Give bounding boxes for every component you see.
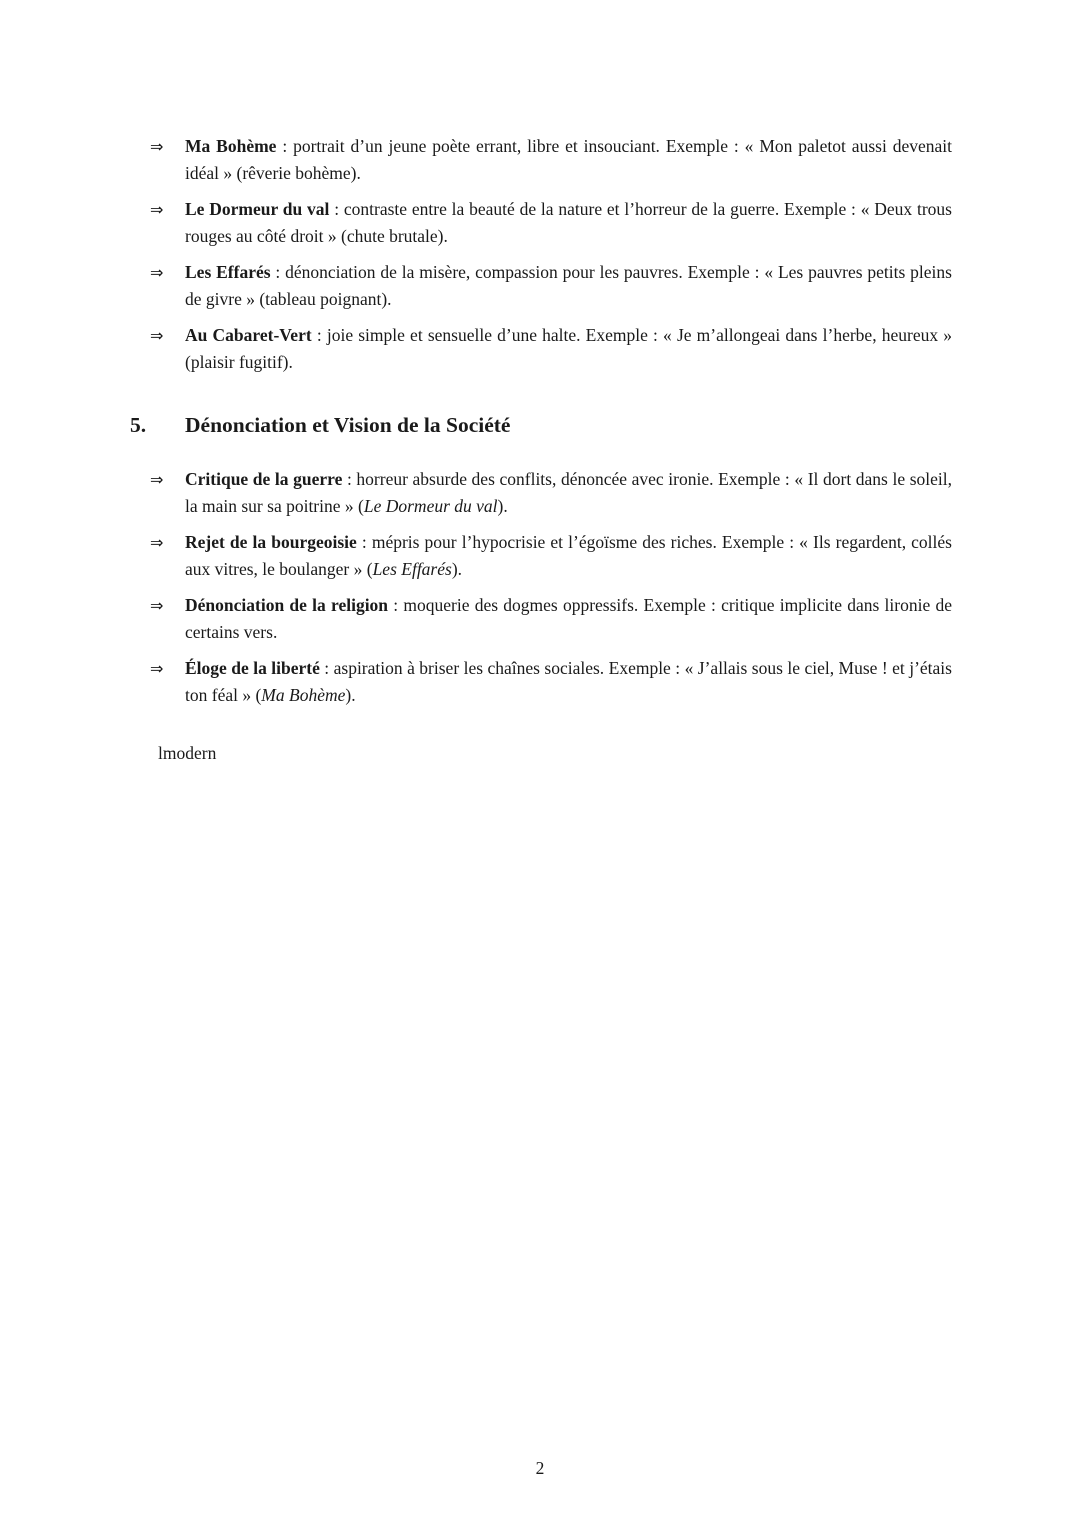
list-item-after: ). [451,558,463,579]
list-item-term: Éloge de la liberté [185,657,320,678]
lmodern-artifact-text: lmodern [158,742,217,763]
page-content [130,133,952,767]
list-item-term: Le Dormeur du val [185,199,330,219]
list-item-term: Rejet de la bourgeoisie [185,531,357,552]
list-item-after: ). [497,495,508,516]
list-item-body: : aspiration à briser les chaînes sociales. Exemple : « J’allais sous le ciel, Muse ! et j’étais ton féal » ( [185,657,952,705]
list-item-body: : contraste entre la beauté de la nature et l’horreur de la guerre. Exemple : « Deux trous rouges au côté droit » (chute brutale). [185,199,952,246]
list-item [130,133,952,187]
double-arrow-icon: ⇒ [150,326,164,345]
section-title: Dénonciation et Vision de la Société [185,413,511,437]
list-item [130,592,952,646]
list-item-body: : moquerie des dogmes oppressifs. Exemple : critique implicite dans lironie de certains vers. [185,594,952,642]
double-arrow-icon: ⇒ [150,532,164,552]
list-item-term: Dénonciation de la religion [185,594,389,615]
list-item-body: : dénonciation de la misère, compassion pour les pauvres. Exemple : « Les pauvres petits pleins de givre » (tableau poignant). [185,262,952,309]
list-item-body: : horreur absurde des conflits, dénoncée avec ironie. Exemple : « Il dort dans le soleil, la main sur sa poitrine » ( [185,468,952,516]
section-heading [130,413,952,439]
list-item [130,655,952,709]
list-item-term: Les Effarés [185,262,271,282]
list-item [130,322,952,376]
double-arrow-icon: ⇒ [150,595,164,615]
double-arrow-icon: ⇒ [150,200,164,219]
list-item-term: Au Cabaret-Vert [185,325,312,345]
list-item-body: : joie simple et sensuelle d’une halte. Exemple : « Je m’allongeai dans l’herbe, heureux » (plaisir fugitif). [185,325,952,372]
list-item-italic: Le Dormeur du val [363,495,498,516]
list-item-italic: Les Effarés [372,558,452,579]
list-item-body: : portrait d’un jeune poète errant, libre et insouciant. Exemple : « Mon paletot aussi devenait idéal » (rêverie bohème). [185,136,952,183]
list-item [130,529,952,583]
society-critique-list [130,466,952,709]
double-arrow-icon: ⇒ [150,469,164,489]
poem-examples-list [130,133,952,376]
double-arrow-icon: ⇒ [150,658,164,678]
list-item [130,196,952,250]
double-arrow-icon: ⇒ [150,263,164,282]
section-number: 5. [130,413,147,437]
list-item-term: Critique de la guerre [185,468,343,489]
list-item-after: ). [345,684,356,705]
list-item-term: Ma Bohème [185,136,277,156]
list-item [130,259,952,313]
list-item [130,466,952,520]
list-item-italic: Ma Bohème [261,684,346,705]
double-arrow-icon: ⇒ [150,137,164,156]
page-number: 2 [535,1458,545,1478]
list-item-body: : mépris pour l’hypocrisie et l’égoïsme des riches. Exemple : « Ils regardent, collés aux vitres, le boulanger » ( [185,531,952,579]
